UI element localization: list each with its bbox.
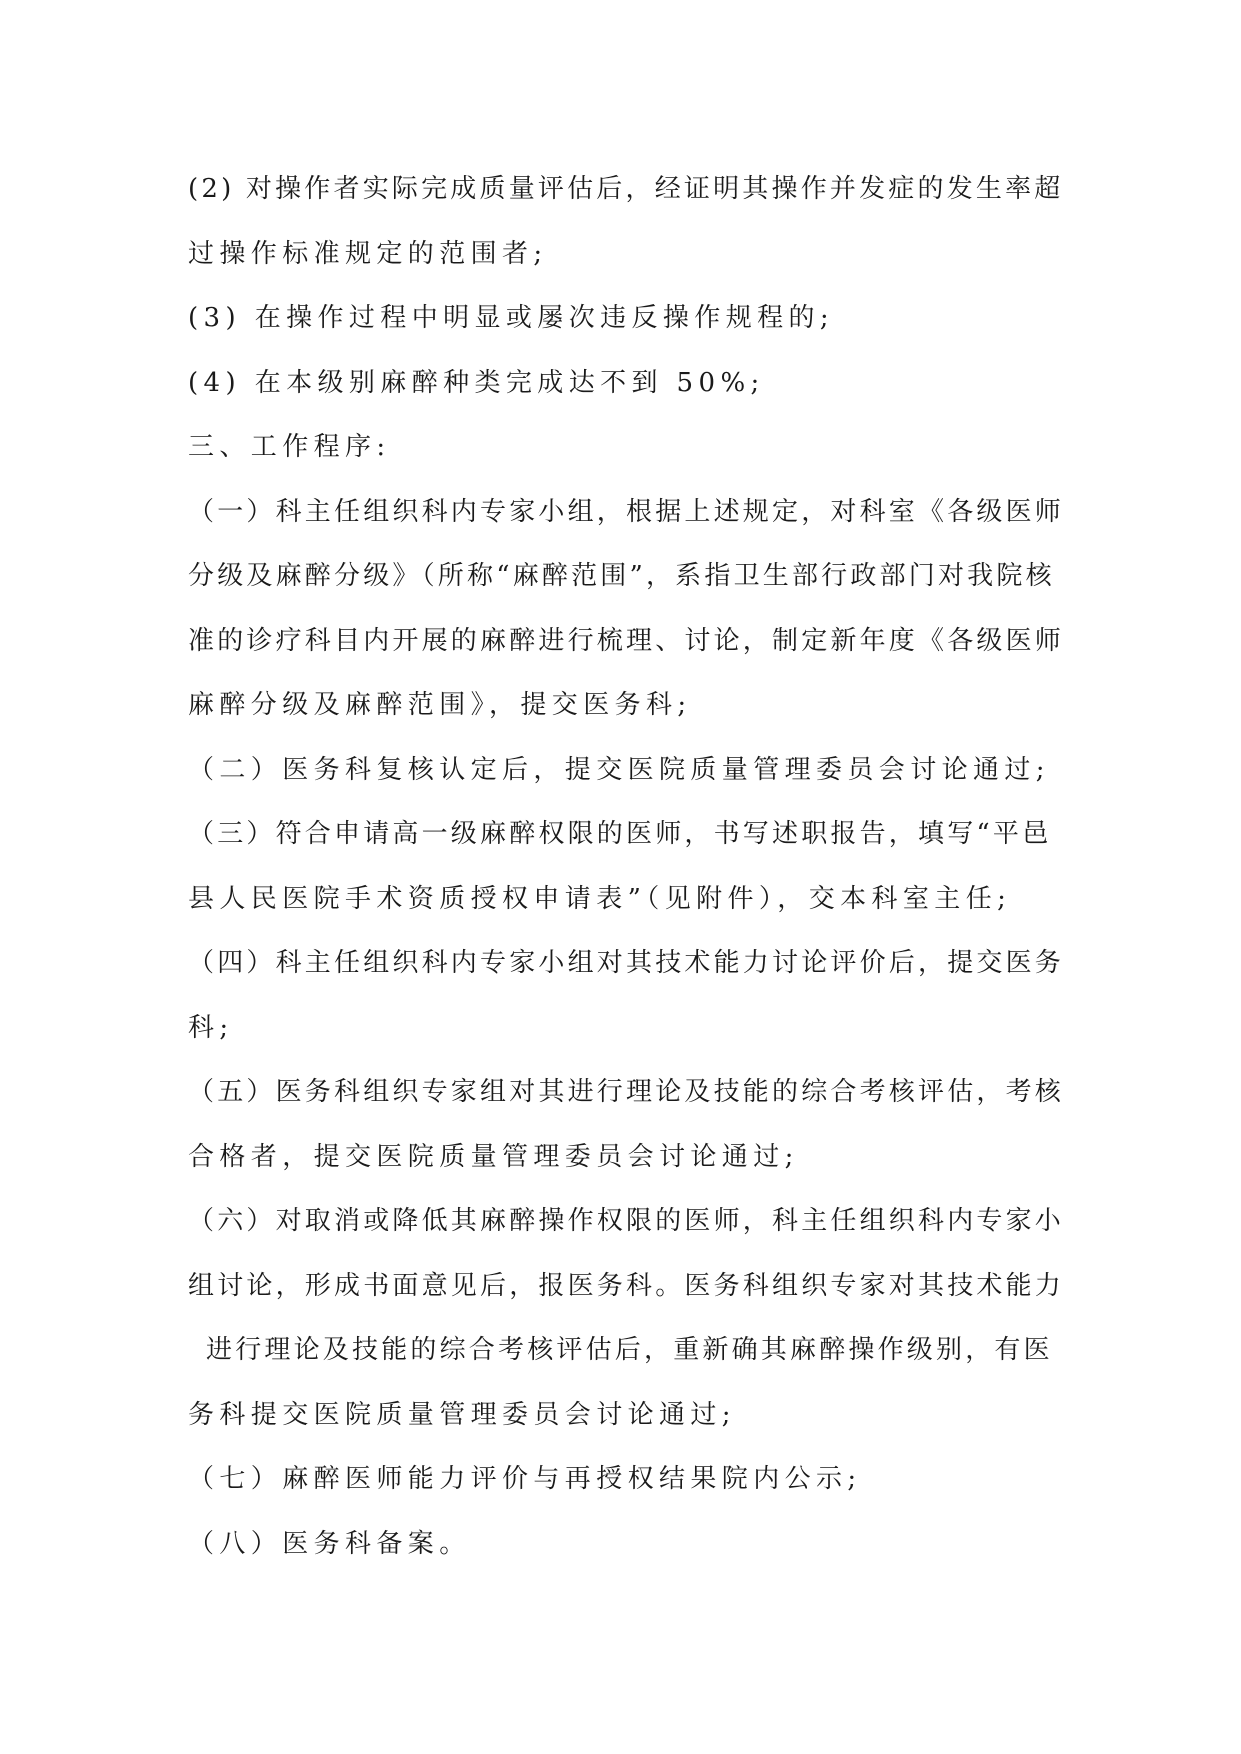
document-body bbox=[188, 157, 1068, 1576]
text-line: （五）医务科组织专家组对其进行理论及技能的综合考核评估，考核 bbox=[188, 1077, 1065, 1107]
text-line: （四）科主任组织科内专家小组对其技术能力讨论评价后，提交医务 bbox=[188, 948, 1065, 978]
text-line: （一）科主任组织科内专家小组，根据上述规定，对科室《各级医师 bbox=[188, 496, 1065, 527]
text-line: 合格者，提交医院质量管理委员会讨论通过; bbox=[188, 1141, 799, 1172]
text-line: 进行理论及技能的综合考核评估后，重新确其麻醉操作级别，有医 bbox=[206, 1335, 1053, 1365]
text-line: 县人民医院手术资质授权申请表”（见附件），交本科室主任; bbox=[188, 883, 1012, 914]
text-line: 组讨论，形成书面意见后，报医务科。医务科组织专家对其技术能力 bbox=[188, 1270, 1065, 1301]
text-line: 务科提交医院质量管理委员会讨论通过; bbox=[188, 1399, 736, 1430]
section-heading: 三、工作程序: bbox=[188, 432, 391, 462]
text-line: 科; bbox=[188, 1012, 234, 1043]
text-line: （八）医务科备案。 bbox=[188, 1528, 471, 1559]
text-line: (2) 对操作者实际完成质量评估后，经证明其操作并发症的发生率超 bbox=[188, 174, 1064, 204]
text-line: (4) 在本级别麻醉种类完成达不到 50%; bbox=[188, 367, 765, 398]
text-line: （六）对取消或降低其麻醉操作权限的医师，科主任组织科内专家小 bbox=[188, 1206, 1065, 1236]
text-line: （二）医务科复核认定后，提交医院质量管理委员会讨论通过; bbox=[188, 754, 1050, 785]
text-line: （七）麻醉医师能力评价与再授权结果院内公示; bbox=[188, 1464, 862, 1494]
text-line: （三）符合申请高一级麻醉权限的医师，书写述职报告，填写“平邑 bbox=[188, 819, 1052, 849]
text-line: (3) 在操作过程中明显或屡次违反操作规程的; bbox=[188, 303, 835, 333]
text-line: 分级及麻醉分级》（所称“麻醉范围”，系指卫生部行政部门对我院核 bbox=[188, 561, 1055, 591]
text-line: 过操作标准规定的范围者; bbox=[188, 238, 548, 269]
text-line: 准的诊疗科目内开展的麻醉进行梳理、讨论，制定新年度《各级医师 bbox=[188, 625, 1065, 656]
text-line: 麻醉分级及麻醉范围》，提交医务科; bbox=[188, 690, 692, 720]
